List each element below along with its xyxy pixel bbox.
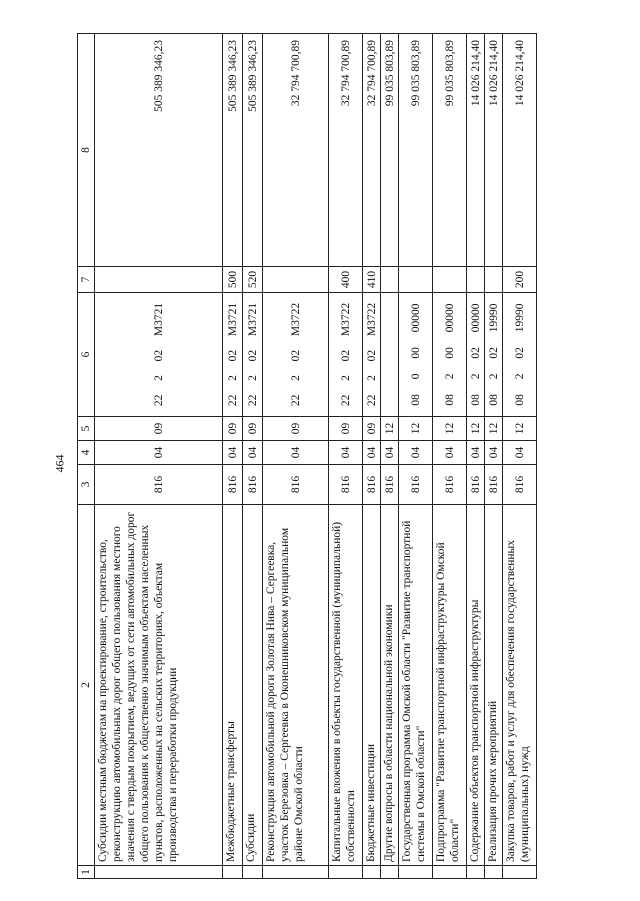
target-article-part: 2 — [469, 373, 482, 380]
target-article-cell — [95, 293, 223, 417]
grbs-cell: 816 — [363, 465, 381, 505]
target-article-parts — [339, 296, 353, 413]
target-article-part: 22 — [152, 394, 165, 407]
expense-type-cell — [263, 267, 329, 293]
target-article-part: 00 — [443, 347, 456, 359]
target-article-part: М3722 — [339, 302, 352, 337]
section-cell: 04 — [381, 441, 399, 465]
row-number-cell — [223, 866, 243, 879]
amount-cell: 14 026 214,40 — [485, 34, 503, 267]
target-article-parts — [513, 296, 527, 413]
target-article-cell — [223, 293, 243, 417]
target-article-cell — [503, 293, 537, 417]
target-article-part: 22 — [365, 394, 378, 407]
amount-cell: 99 035 803,89 — [381, 34, 399, 267]
grbs-cell: 816 — [243, 465, 263, 505]
target-article-cell — [263, 293, 329, 417]
target-article-part: 08 — [443, 394, 456, 406]
target-article-part: 22 — [246, 394, 259, 407]
header-col-5: 5 — [78, 417, 95, 441]
table-row — [485, 34, 503, 879]
section-cell: 04 — [95, 441, 223, 465]
table-row — [433, 34, 467, 879]
target-article-part: 02 — [152, 349, 165, 362]
target-article-part: 08 — [487, 394, 500, 406]
table-row — [223, 34, 243, 879]
target-article-part: 22 — [289, 394, 302, 407]
target-article-parts — [443, 296, 457, 413]
row-number-cell — [263, 866, 329, 879]
target-article-part: 2 — [152, 375, 165, 381]
subsection-cell: 09 — [329, 417, 363, 441]
target-article-part: М3721 — [246, 302, 259, 337]
amount-cell: 32 794 700,89 — [263, 34, 329, 267]
section-cell: 04 — [485, 441, 503, 465]
table-body — [78, 34, 537, 879]
subsection-cell: 12 — [485, 417, 503, 441]
row-number-cell — [95, 866, 223, 879]
table-row — [243, 34, 263, 879]
section-cell: 04 — [363, 441, 381, 465]
target-article-parts — [365, 296, 379, 413]
row-name-cell: Подпрограмма "Развитие транспортной инфраструктуры Омской области" — [433, 505, 467, 866]
target-article-part: 00000 — [409, 303, 422, 333]
target-article-cell — [399, 293, 433, 417]
target-article-parts — [246, 296, 260, 413]
target-article-part: 2 — [443, 373, 456, 380]
target-article-part: 2 — [365, 375, 378, 381]
target-article-part: 02 — [246, 349, 259, 362]
grbs-cell: 816 — [381, 465, 399, 505]
section-cell: 04 — [263, 441, 329, 465]
target-article-part: 19990 — [513, 303, 526, 333]
row-number-cell — [503, 866, 537, 879]
target-article-cell — [467, 293, 485, 417]
table-row — [329, 34, 363, 879]
target-article-part: М3722 — [289, 302, 302, 337]
amount-cell: 99 035 803,89 — [399, 34, 433, 267]
expense-type-cell — [95, 267, 223, 293]
table-row — [467, 34, 485, 879]
subsection-cell: 09 — [95, 417, 223, 441]
header-col-3: 3 — [78, 465, 95, 505]
subsection-cell: 12 — [433, 417, 467, 441]
target-article-cell — [243, 293, 263, 417]
row-number-cell — [243, 866, 263, 879]
expense-type-cell: 500 — [223, 267, 243, 293]
grbs-cell: 816 — [467, 465, 485, 505]
amount-cell: 32 794 700,89 — [363, 34, 381, 267]
grbs-cell: 816 — [433, 465, 467, 505]
header-col-1: 1 — [78, 866, 95, 879]
target-article-part: 00 — [409, 347, 422, 359]
target-article-part: 02 — [513, 347, 526, 359]
section-cell: 04 — [243, 441, 263, 465]
amount-cell: 14 026 214,40 — [467, 34, 485, 267]
header-col-4: 4 — [78, 441, 95, 465]
row-number-cell — [433, 866, 467, 879]
target-article-part: 02 — [365, 349, 378, 362]
target-article-parts — [409, 296, 423, 413]
target-article-part: 2 — [513, 373, 526, 380]
row-name-cell: Реализация прочих мероприятий — [485, 505, 503, 866]
amount-cell: 505 389 346,23 — [243, 34, 263, 267]
amount-cell: 14 026 214,40 — [503, 34, 537, 267]
grbs-cell: 816 — [95, 465, 223, 505]
target-article-part: 2 — [289, 375, 302, 381]
target-article-part: 19990 — [487, 303, 500, 333]
target-article-part: 08 — [513, 394, 526, 406]
target-article-cell — [363, 293, 381, 417]
grbs-cell: 816 — [263, 465, 329, 505]
expense-type-cell: 410 — [363, 267, 381, 293]
target-article-part: 02 — [289, 349, 302, 362]
target-article-parts — [152, 296, 166, 413]
header-col-6: 6 — [78, 293, 95, 417]
section-cell: 04 — [223, 441, 243, 465]
budget-table — [77, 33, 537, 879]
row-number-cell — [381, 866, 399, 879]
rotated-sheet — [77, 34, 613, 879]
row-name-cell: Межбюджетные трансферты — [223, 505, 243, 866]
target-article-part: 0 — [409, 373, 422, 380]
expense-type-cell — [399, 267, 433, 293]
grbs-cell: 816 — [223, 465, 243, 505]
grbs-cell: 816 — [503, 465, 537, 505]
subsection-cell: 12 — [467, 417, 485, 441]
amount-cell: 505 389 346,23 — [95, 34, 223, 267]
section-cell: 04 — [329, 441, 363, 465]
row-number-cell — [467, 866, 485, 879]
row-name-cell: Субсидии — [243, 505, 263, 866]
grbs-cell: 816 — [329, 465, 363, 505]
row-number-cell — [363, 866, 381, 879]
table-row — [95, 34, 223, 879]
target-article-part: 02 — [226, 349, 239, 362]
header-col-7: 7 — [78, 267, 95, 293]
section-cell: 04 — [503, 441, 537, 465]
target-article-part: М3722 — [365, 302, 378, 337]
expense-type-cell — [485, 267, 503, 293]
row-name-cell: Бюджетные инвестиции — [363, 505, 381, 866]
amount-cell: 505 389 346,23 — [223, 34, 243, 267]
expense-type-cell: 520 — [243, 267, 263, 293]
subsection-cell: 09 — [363, 417, 381, 441]
row-number-cell — [399, 866, 433, 879]
row-name-cell: Содержание объектов транспортной инфраструктуры — [467, 505, 485, 866]
expense-type-cell — [433, 267, 467, 293]
section-cell: 04 — [399, 441, 433, 465]
target-article-part: 22 — [339, 394, 352, 407]
target-article-parts — [289, 296, 303, 413]
subsection-cell: 12 — [381, 417, 399, 441]
target-article-part: М3721 — [152, 302, 165, 337]
row-number-cell — [329, 866, 363, 879]
expense-type-cell: 200 — [503, 267, 537, 293]
header-col-2: 2 — [78, 505, 95, 866]
table-row — [363, 34, 381, 879]
row-name-cell: Другие вопросы в области национальной экономики — [381, 505, 399, 866]
row-number-cell — [485, 866, 503, 879]
target-article-part: 2 — [487, 373, 500, 380]
table-row — [263, 34, 329, 879]
target-article-part: 02 — [339, 349, 352, 362]
amount-cell: 99 035 803,89 — [433, 34, 467, 267]
target-article-part: 08 — [469, 394, 482, 406]
section-cell: 04 — [433, 441, 467, 465]
target-article-part: 02 — [487, 347, 500, 359]
expense-type-cell — [467, 267, 485, 293]
target-article-parts — [487, 296, 501, 413]
target-article-part: 2 — [226, 375, 239, 381]
expense-type-cell: 400 — [329, 267, 363, 293]
row-name-cell: Реконструкция автомобильной дороги Золотая Нива – Сергеевка, участок Березовка – Сергеевка в Оконешниковском муниципальном районе Омской области — [263, 505, 329, 866]
amount-cell: 32 794 700,89 — [329, 34, 363, 267]
table-row — [399, 34, 433, 879]
header-row — [78, 34, 95, 879]
expense-type-cell — [381, 267, 399, 293]
row-name-cell: Капитальные вложения в объекты государственной (муниципальной) собственности — [329, 505, 363, 866]
subsection-cell: 12 — [503, 417, 537, 441]
grbs-cell: 816 — [485, 465, 503, 505]
target-article-part: 08 — [409, 394, 422, 406]
target-article-part: 00000 — [443, 303, 456, 333]
target-article-cell — [329, 293, 363, 417]
target-article-parts — [469, 296, 483, 413]
table-row — [381, 34, 399, 879]
row-name-cell: Закупка товаров, работ и услуг для обеспечения государственных (муниципальных) нужд — [503, 505, 537, 866]
target-article-part: 2 — [246, 375, 259, 381]
section-cell: 04 — [467, 441, 485, 465]
table-row — [503, 34, 537, 879]
subsection-cell: 09 — [243, 417, 263, 441]
subsection-cell: 09 — [223, 417, 243, 441]
target-article-cell — [381, 293, 399, 417]
target-article-cell — [485, 293, 503, 417]
header-col-8: 8 — [78, 34, 95, 267]
target-article-part: М3721 — [226, 302, 239, 337]
target-article-part: 02 — [469, 347, 482, 359]
target-article-cell — [433, 293, 467, 417]
page-number: 464 — [52, 454, 67, 473]
subsection-cell: 12 — [399, 417, 433, 441]
target-article-part: 00000 — [469, 303, 482, 333]
target-article-part: 22 — [226, 394, 239, 407]
target-article-parts — [226, 296, 240, 413]
subsection-cell: 09 — [263, 417, 329, 441]
row-name-cell: Государственная программа Омской области "Развитие транспортной системы в Омской области" — [399, 505, 433, 866]
budget-table-container — [77, 34, 613, 879]
grbs-cell: 816 — [399, 465, 433, 505]
target-article-part: 2 — [339, 375, 352, 381]
row-name-cell: Субсидии местным бюджетам на проектирование, строительство, реконструкцию автомобильных дорог общего пользования местного значения с твердым покрытием, ведущих от сети автомобильных дорог общего пользования к общественно значимым объектам населенных пунктов, расположенных на сельских территориях, объектам производства и переработки продукции — [95, 505, 223, 866]
